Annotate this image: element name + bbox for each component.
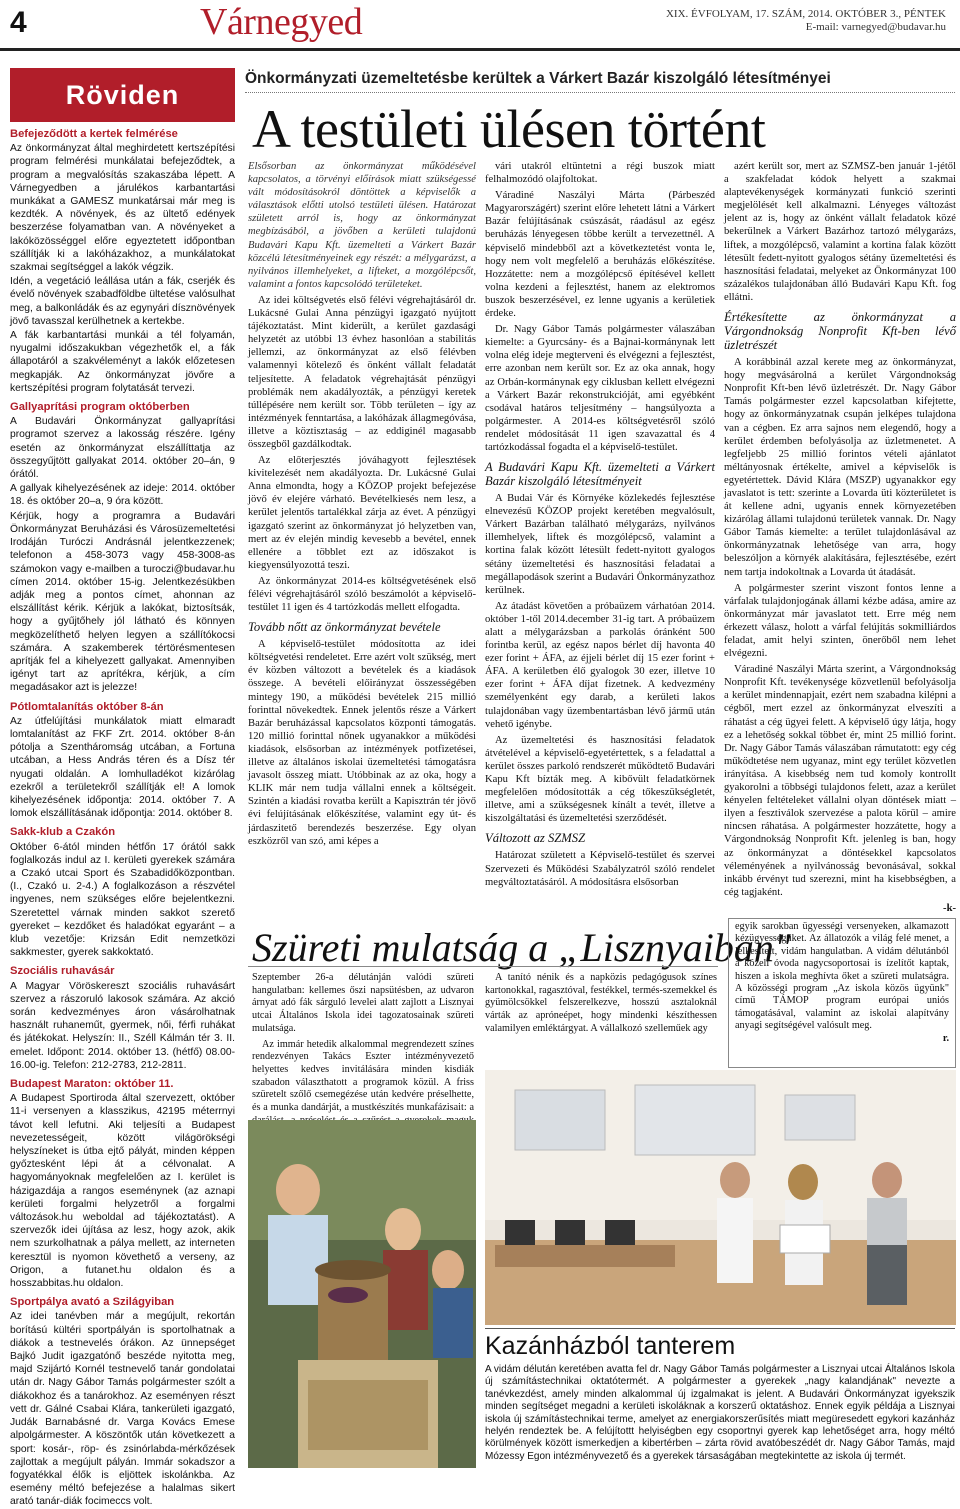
grape-press-photo: [248, 1120, 476, 1468]
szureti-column-1: [252, 972, 474, 1112]
sidebar-section-heading: Sakk-klub a Czakón: [10, 826, 116, 839]
sidebar-section-paragraph: Október 6-ától minden hétfőn 17 órától sakk foglalkozás indul az I. kerületi gyerekek számára a Czakó utcai Sport és Szabadidőközpontban. (I., Czakó u. 2-4.) A foglalkozáson a részvétel ingyenes, nem szükséges előre bejelentkezni. Szeretettel várnak minden sakkot szerető gyereket – kezdőket és haladókat egyaránt – a klub vezetője: Krizsán Edit nemzetközi sakkmester, gyerek sakkoktató.: [10, 841, 235, 959]
classroom-photo: [485, 1070, 956, 1325]
sidebar-section-heading: Sportpálya avató a Szilágyiban: [10, 1296, 175, 1309]
col1-subheading: Tovább nőtt az önkormányzat bevétele: [248, 620, 441, 635]
sidebar-section-paragraph: A Magyar Vöröskereszt szociális ruhavásárt szervez a rászoruló lakosok számára. Az akció során kedvezményes áron vásárolhatnak használt ruhaneműt, gyermek, női, férfi ruhákat és játékokat. Helyszín: II., Széll Kálmán tér 3. II. emelet. Időpont: 2014. október 13. (hétfő) 08.00-16.00-ig. Telefon: 212-2783, 212-2811.: [10, 980, 235, 1071]
szureti-signature: r.: [942, 1032, 949, 1044]
col2-paragraph: vári utakról eltüntetni a régi buszok miatt felhalmozódó olajfoltokat.: [485, 161, 715, 186]
col3-paragraph: A polgármester szerint viszont fontos lenne a várfalak tulajdonjogának állami kézbe adása, amire az önkormányzat már javaslatot tett. Erre még nem érkezett válasz, holott a várfal felújítás sokmilliárdos feladat, amit helyi szinten, önerőből nem lehet elvégezni.: [724, 582, 956, 660]
article-lead: Elsősorban az önkormányzat működésével kapcsolatos, a törvényi előírások miatt szükségessé vált módosításokról döntöttek a képviselők a választások előtti utolsó testületi ülésen. Határozat született arról is, hogy az önkormányzat megbízásából, a jövőben a kerületi tulajdonú Budavári Kapu Kft. üzemelteti a Várkert Bazár közcélú létesítményeinek egy részét: a mélygarázst, a nyilvános illemhelyeket, a lifteket, a mozgólépcsőt, valamint a fontos kapcsolódó területeket.: [248, 161, 476, 290]
sidebar-section-heading: Befejeződött a kertek felmérése: [10, 128, 178, 140]
sidebar-section-heading: Gallyaprítási program októberben: [10, 401, 190, 414]
col1-paragraph: Az önkormányzat 2014-es költségvetésének első félévi végrehajtásáról szóló beszámolót a képviselő-testület 11 igen és 4 tartózkodás mellett elfogadta.: [248, 575, 476, 614]
sidebar-section-heading: Budapest Maraton: október 11.: [10, 1078, 174, 1091]
article-column-1: [248, 160, 476, 912]
sidebar-section-paragraph: A fák karbantartási munkái a tél folyamán, nyugalmi időszakukban végezhetők el, a fák állapotáról a szakvéleményt a lakók előzetesen megkapják. Az önkormányzat jövőre a kertszépítési program folytatását tervezi.: [10, 330, 235, 394]
header-rule: [0, 48, 960, 51]
kazan-headline: Kazánházból tanterem: [485, 1332, 736, 1360]
col3-paragraph: A korábbinál azzal kerete meg az önkormányzat, hogy megvásárolná a kerület Várgondnokság Nonprofit Kft-ben lévő üzletrészét. Dr. Nagy Gábor Tamás polgármester ezzel kapcsolatban kifejtette, hogy az önkormányzatnak csupán jelképes tulajdona van a cégben. Ez arra sajnos nem elegendő, hogy a kerület érdemben befolyásolja az üzletmenetet. A legfeljebb 25 millió forintos vételi ajánlatot méltányosnak értékelte, amivel a képviselők is egyetértettek. Dávid Klára (MSZP) ugyanakkor egy javaslatot is tett: szerinte a Lovarda üti közterületet is át kellene adni, ugyanis ennek környezetében kizárólag állami tulajdonú területek vannak. Dr. Nagy Gábor Tamás kiemelte: a terület tulajdonlásával az önkormányzatnak lehetősége van arra, hogy beleszóljon a környék alakítására, fejlesztésébe, ezért nem tartja indokoltnak a Lovarda út átadását.: [724, 357, 956, 578]
szureti-paragraph: A tanító nénik és a napközis pedagógusok színes kartonokkal, ragasztóval, festékkel, termés-szemekkel és gyümölcsökkel felszerelkezve, hosszú asztaloknál várták az apróneépet, hogy mindenki készíthessen valamilyen emléktárgyat. A vállalkozó szelleműek agy: [485, 972, 717, 1034]
article-column-2: [485, 160, 715, 912]
sidebar-title: Röviden: [10, 68, 235, 122]
sidebar-section-paragraph: A Budapest Sportiroda által szervezett, október 11-i versenyen a klasszikus, 42195 méterrnyi távot kell lefutni. Aki teljesíti a Budapest nevezetességeit, között világörökségi helyszíneket is útba ejtő pályát, minden képpen győztesként lépi át a célvonalat. A hagyományoknak megfelelően az I. kerület is házigazdája a rangos eseménynek (az aznapi kerületi forgalmi helyzetről a forgalmi változások.hu weboldal ad tájékoztatást). A szervezők idei újítása az lesz, hogy azok, akik nem szurkolhatnak a pálya mellett, az interneten keresztül is nyomon követhető a verseny, az Origon, a futanet.hu oldalon és a hosszabbitas.hu oldalon.: [10, 1093, 235, 1290]
page-number: 4: [10, 6, 27, 39]
col1-paragraph: Az előterjesztés jóváhagyott fejlesztések kivitelezését nem akadályozta. Dr. Lukácsné Gulai Anna elmondta, hogy a KÖZOP projekt befejezése jövő év elejére várható. Bevételkiesés nem lesz, a kerület jelentős tartalékkal zárja az évet. A pénzügyi igazgató szerint az önkormányzat jó helyzetben van, mert az év elején mindig kevesebb a bevétel, ennek ellenére a többlet ezt az időszakot is kiegyensúlyozottá teszi.: [248, 455, 476, 571]
sidebar-section-heading: Szociális ruhavásár: [10, 965, 115, 978]
kicker-rule: [245, 92, 955, 93]
col2-subheading: Változott az SZMSZ: [485, 831, 586, 846]
col3-subheading: Értékesítette az önkormányzat a Várgondnokság Nonprofit Kft-ben lévő üzletrészét: [724, 310, 956, 353]
article-column-3: [724, 160, 956, 912]
sidebar-section: [10, 128, 235, 395]
col2-paragraph: A Budai Vár és Környéke közlekedés fejlesztése elnevezésű KÖZOP projekt keretében megvalósult, Várkert Bazárban található mélygarázs, nyilvános illemhelyek, liftek és mozgólépcső, valamint a kortina falak között létesült fedett-nyitott gyalogos sétány üzemeltetési és hasznosítási feladatai a megállapodások szerint a Budavári Önkormányzathoz kerülnek.: [485, 493, 715, 596]
col2-subheading: A Budavári Kapu Kft. üzemelteti a Várkert Bazár kiszolgáló létesítményeit: [485, 460, 715, 489]
col1-paragraph: Az idei költségvetés első félévi végrehajtásáról dr. Lukácsné Gulai Anna pénzügyi igazgató nyújtott tájékoztatást. Mint kiderült, a kerület gazdasági helyzetét az utóbbi 13 évhez hasonlóan a stabilitás jellemzi, az önkormányzat az első félévben valamennyi kötelező és önként vállalt feladatát teljesítette. A feladatok végrehajtását pénzügyi problémák nem akadályozták, a pénzügyi keretek túllépésére nem került sor. Több területen – így az intézmények fenntartása, a lakóházak állagmegóvása, illetve a köztisztaság – az eddiginél magasabb összegből gazdálkodtak.: [248, 294, 476, 450]
sidebar-section: [10, 826, 235, 959]
sidebar-section: [10, 1296, 235, 1508]
kazan-text: A vidám délután keretében avatta fel dr. Nagy Gábor Tamás polgármester a Lisznyai utcai Általános Iskola új számítástechnikai oktatótermét. A polgármester a gyerekek „nagy kalandjának" nevezte a tanévkezdést, amely minden alkalommal új izgalmakat is jelent. A Budavári Önkormányzat igyekszik minden segítséget megadni a kerületi iskoláknak a korszerű oktatáshoz. Ennek egyik példája a Lisznyai iskola új számítástechnikai terme, amelyet az energiakorszerűsítés miatt megüresedett egykori kazánház helyén rendeztek be. A felújítottt helyiségben egy csoportnyi gyerek kap lehetőséget arra, hogy méltó körülmények között ismerkedjen a kibertérben – zárta rövid avatóbeszédét dr. Nagy Gábor Tamás, majd Mózessy Egon intézményvezető és a gyerekek társaságában megtekintette az iskola új termét.: [485, 1364, 955, 1462]
szureti-continued-box: [728, 918, 956, 1068]
sidebar-body: [10, 128, 235, 1509]
col3-paragraph: azért került sor, mert az SZMSZ-ben január 1-jétől a szakfeladat kódok helyett a szakmai alaptevékenységek kormányzati funkció szerinti megjelölését kell alkalmazni. Lényeges változást jelent az is, hogy az önként vállalt feladatok közé bekerülnek a Várkert Bazárhoz tartozó mélygarázs, liftek, a mozgólépcső, valamint a kortina falak között létesült fedett-nyitott gyalogos sétány üzemeltetési és hasznosítási feladatai, melyeket az Önkormányzat 100 százalékos tulajdonában álló Budavári Kapu Kft. fog ellátni.: [724, 161, 956, 303]
article-signature: -k-: [943, 902, 956, 914]
sidebar-section-paragraph: Idén, a vegetáció leállása után a fák, cserjék és évelő növények szabadföldbe ültetése valósulhat meg, a balkonládák és az egynyári dísznövények jövő tavasszal kerülhetnek a kertekbe.: [10, 276, 235, 327]
classroom-photo-image: [485, 1070, 956, 1325]
col2-paragraph: Határozat született a Képviselő-testület és szervei Szervezeti és Működési Szabályzatról szóló rendelet megváltoztatásáról. A módosításra elsősorban: [485, 850, 715, 888]
col3-paragraph: Váradiné Naszályi Márta szerint, a Várgondnokság Nonprofit Kft. tevékenysége közvetlenül befolyásolja a kerület mindennapjait, ezért nem szabadna kilépni a cégből, mert ezzel az önkormányzat elveszíti a ráhatást a cég ügyei felett. A képviselő úgy látja, hogy ez a lehetőség sokkal többet ér, mint 25 millió forint. Dr. Nagy Gábor Tamás válaszában rámutatott: egy cég működtetése nem ugyanaz, mint egy terület közvetlen irányítása. A kisebbség nem tud komoly kontrollt gyakorolni a többségi tulajdonos felett, azaz a kerület kényelen feltételeket vállalni olyan döntések miatt – ilyen a fesztiválok szervezése a palota körül – amire nincsen ráhatása. A polgármester hozzátette, hogy a Várgondnokság Nonprofit Kft. jelenleg is ban, hogy az önkormányzat a döntésekkel kapcsolatos véleményének a nyilvánosság bevonásával, sokkal inkább érvényt tud szerezni, mint ha kisebbségben, a cég tagjaként.: [724, 664, 956, 898]
newspaper-title: Várnegyed: [200, 1, 363, 43]
szureti-rule: [248, 966, 718, 967]
issue-info: [666, 8, 946, 34]
sidebar-section-heading: Pótlomtalanítás október 8-án: [10, 700, 164, 713]
szureti-headline: Szüreti mulatság a „Lisznyaiban": [252, 925, 791, 970]
szureti-paragraph: Szeptember 26-a délutánján valódi szüreti hangulatban: kellemes őszi napsütésben, az udvaron árnyat adó fák sárguló levelei alatt zajlott a Lisznyai utcai Általános Iskola idei tagozatosainak szüreti mulatsága.: [252, 972, 474, 1034]
col2-paragraph: Dr. Nagy Gábor Tamás polgármester válaszában kiemelte: a Gyurcsány- és a Bajnai-kormánynak lett volna elég ideje megterveni és elvégezni a fejlesztést, erre azonban nem került sor. Ez az oka annak, hogy az Orbán-kormánynak egy ciklusban kellett elvégezni a Várkert Bazár rekonstrukcióját, ami egyébként csodával határos teljesítmény – hangsúlyozta a polgármester. A 2014-es költségvetésről szóló rendelet módosítását 11 igen szavazattal és 4 tartózkodással fogadta el a képviselő-testület.: [485, 324, 715, 453]
szureti-column-2: [485, 972, 717, 1068]
col2-paragraph: Váradiné Naszályi Márta (Párbeszéd Magyarországért) szerint előre lehetett látni a Várkert Bazár felújításának csúszását, ráadásul az egész beruházás lényegesen többe került a tervezettnél. A képviselő mindebből azt a következtetést vonta le, hogy nem volt megfelelő a beruházás előkészítése. Hozzátette: nem a mozgólépcső építésével kellett volna kezdeni a fejlesztést, hanem az elektromos buszok beszerzésével, ez lenne ugyanis a kerületiek érdeke.: [485, 190, 715, 320]
col2-paragraph: Az üzemeltetési és hasznosítási feladatok átvételével a képviselő-egyetértettek, s a feladattal a kerület összes parkoló rendszerét működtető Budavári Kapu Kft bízták meg. A kibővült feladatkörnek megfelelően módosították a cég tőkeszükségletét, illetve, ami a szükségesnek kínált a tevét, illetve a kiszolgáltatási és üzemeltetési szerződését.: [485, 734, 715, 825]
sidebar-section-paragraph: A gallyak kihelyezésének az ideje: 2014. október 18. és október 20–a, 9 óra között.: [10, 483, 235, 508]
szureti-box-text: egyik sarokban ügyességi versenyeken, alkamazott kézügyességüket. Az állatozók a világ felé menet, a lelkesített, vidám hangulatban. A vidám délutánból a közeli óvoda nagycsoportosai is ízelítőt kaptak, hiszen a iskola meghívta őket a szüreti mulatságra. A közösségi program „Az iskola közös ügyünk" című TÁMOP program európai uniós támogatásával, valamint az iskolai alapítvány anyagi segítségével valósult meg.: [735, 921, 949, 1032]
sidebar-section: [10, 1078, 235, 1290]
email-line[interactable]: E-mail: varnegyed@budavar.hu: [805, 21, 946, 33]
sidebar-section: [10, 701, 235, 821]
article-kicker: Önkormányzati üzemeltetésbe kerültek a Várkert Bazár kiszolgáló létesítményei: [245, 70, 831, 87]
sidebar-section: [10, 401, 235, 694]
sidebar-section-paragraph: Kérjük, hogy a programra a Budavári Önkormányzat Beruházási és Városüzemeltetési Irodáján Turóczi Andrásnál jelentkezzenek; telefonon a 458-3073 vagy 458-3008-as számokon vagy e-mailben a turoczi@budavar.hu címen 2014. október 15-ig. Jelentkezésükben adják meg a pontos címet, ahonnan az elszállítást kérik. Kérjük a lakókat, biztosítsák, hogy a gyűjtőhely jól látható és könnyen megközelíthető helyen legyen a szállítókocsi számára. A szakemberek tértörésmentesen aprítják fel a kihelyezett gallyakat. Amennyiben igényt tart az aprítékra, kérjük, a cím megadásakor azt is jelezze!: [10, 510, 235, 694]
sidebar-section: [10, 965, 235, 1072]
szureti-paragraph: Az immár hetedik alkalommal megrendezett színes rendezvényen Takács Eszter intézményvezető helyettes kedves invitálására minden kisdiák szabadon választhatott a programok közül. A friss szüretelt szőlő csemegézése után kedvére préselhette, és a munka dandárját, a mustkészítés munkafázisait: a: [252, 1038, 474, 1114]
grape-press-photo-image: [248, 1120, 476, 1468]
sidebar-section-paragraph: A Budavári Önkormányzat gallyaprítási programot szervez a lakosság részére. Igény esetén az önkormányzat elszállíttatja az összegyűjtött gallyakat 2014. október 20–án, 9 órától.: [10, 416, 235, 481]
col2-paragraph: Az átadást követően a próbaüzem várhatóan 2014. október 1-től 2014.december 31-ig tart. A próbaüzem alatt a mélygarázsban a parkolás óránként 500 forintba kerül, az egész napos bérlet díj havonta 40 ezer forint + ÁFA, az éjjeli bérlet díj 15 ezer forint + ÁFA. A kerületben élő gyalogok 30 ezer, illetve 10 ezer forint + ÁFA díjat fizetnek. A kedvezmény személyenként egy darab, a kerületi lakos tulajdonában vagy üzembentartásban lévő jármű után vehető igénybe.: [485, 600, 715, 730]
col1-paragraph: A képviselő-testület módosította az idei költségvetési rendeletet. Erre azért volt szükség, mert év közben változott a bevételek és a kiadások összege. A bevételi előirányzat összességében mintegy 190, a működési bevételek 215 millió forinttal növekedtek. Ennek jelentős része a Várkert Bazár beruházással kapcsolatos központi támogatás. 120 millió forinttal nőnek ugyanakkor a működési kiadások, elsősorban az intézmények potfizetései, illetve az általános iskolai üzemeltetési támogatásra javasolt összeg miatt. Utóbbinak az az oka, hogy a KLIK már nem tudja vállalni ennek a költségeit. Szintén a kiadási rovatba került a Kapisztrán tér jövő évi felújításának előkészítése, valamint egy út- és járdaszitető berendezés beszerzése. Egy olyan eszközről van szó, ami képes a: [248, 639, 476, 847]
sidebar-section-paragraph: Az útfelújítási munkálatok miatt elmaradt lomtalanítást az FKF Zrt. 2014. október 8-án pótolja a Szentháromság utcában, a Fortuna utcában, a Hess András téren és a Dísz tér nyugati oldalán. A lomhulladékot kizárólag ezekről a területekről szállítják el! A lomok kihelyezésének időpontja: 2014. október 7. A lomok elszállításának időpontja: 2014. október 8.: [10, 715, 235, 820]
sidebar-section-paragraph: Az idei tanévben már a megújult, rekortán borítású kültéri sportpályán is sportolhatnak a diákok a testnevelés órákon. Az ünnepséget Bajkó Judit igazgatónő beszéde nyitotta meg, majd Szijártó Kornél testnevelő tanár gondolatai után dr. Nagy Gábor Tamás polgármester szólt a diákokhoz és a tanárokhoz. Az eseményen részt vett dr. Gálné Csabai Klára, tankerületi igazgató, Judák Barnabásné dr. Varga Kovács Emese alpolgármester. A köszöntők után következett a sport: kosár-, röp- és zsinórlabda-mérkőzések zajlottak a megújult pályán. Immár sokadszor a fogyatékkal élők is eljöttek iskolánkba. Az esemény méltó befejezése a halalmas sikert arató tanár-diák focimeccs volt.: [10, 1311, 235, 1508]
kazan-rule: [485, 1328, 955, 1329]
sidebar-section-paragraph: Az önkormányzat által meghirdetett kertszépítési program felmérési munkálatai befejeződtek, a program a megvalósítás szakaszába lépett. A Várnegyedben a járulékos karbantartási munkákat a GAMESZ munkatársai már meg is kezdték. A növények, és az ültető edények beszerzése folyamatban van. A növényeket a lakóközösséggel előre egyeztetett időpontban szállítják ki a lakóházakhoz, a munkálatokat szakmai segítséggel a lakók végzik.: [10, 143, 235, 274]
article-headline: A testületi ülésen történt: [252, 99, 766, 159]
issue-line: XIX. ÉVFOLYAM, 17. SZÁM, 2014. OKTÓBER 3., PÉNTEK: [665, 8, 946, 20]
sidebar-roviden: [10, 68, 235, 1508]
